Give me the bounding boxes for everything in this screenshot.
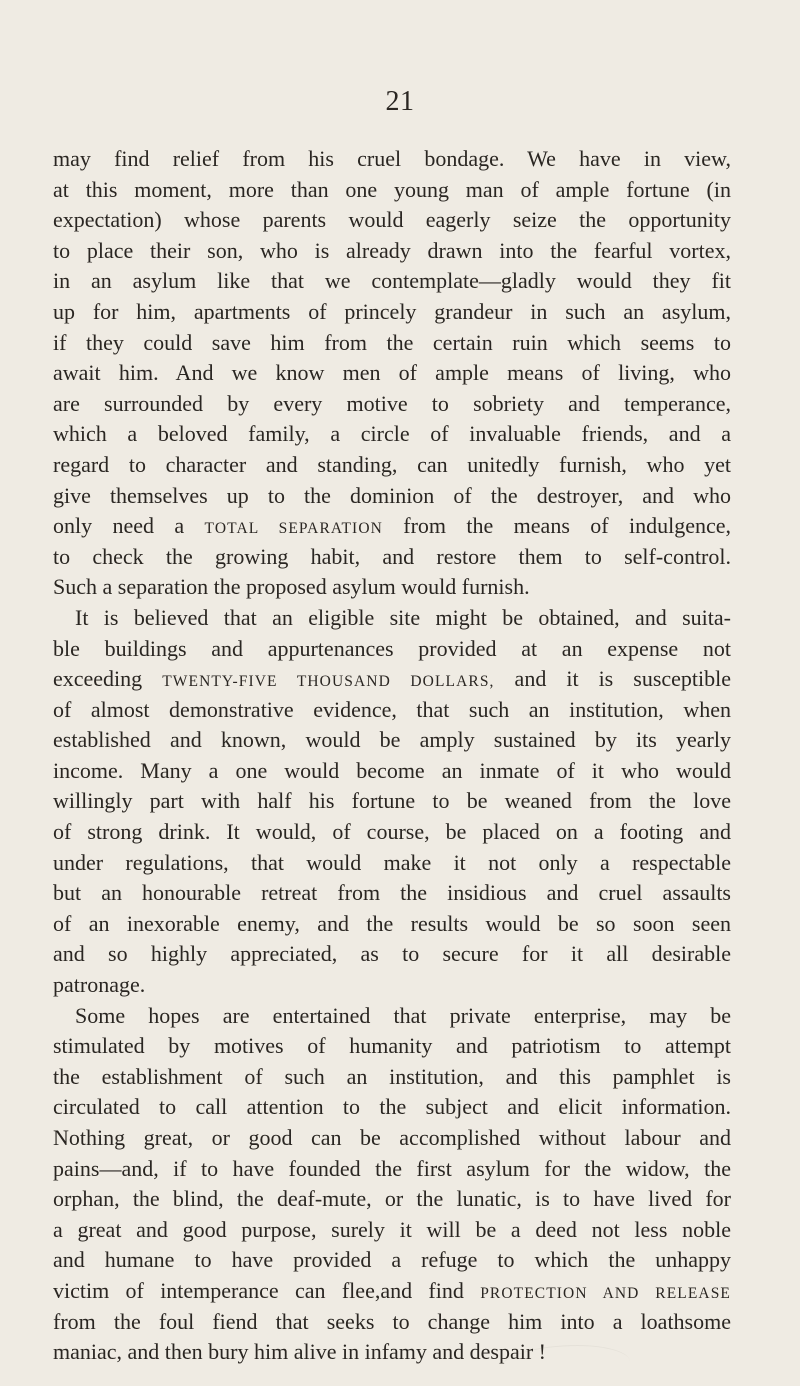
text-segment: of an inexorable enemy, and the results would be so soon seen: [53, 910, 731, 936]
text-segment: Such a separation the proposed asylum would furnish.: [53, 574, 530, 600]
text-segment: if they could save him from the certain ruin which seems to: [53, 329, 731, 355]
text-segment: and so highly appreciated, as to secure for it all desirable: [53, 941, 731, 967]
text-segment: which a beloved family, a circle of invaluable friends, and a: [53, 421, 731, 447]
text-segment: patronage.: [53, 972, 146, 998]
text-line: [53, 511, 731, 542]
text-line: [53, 1062, 731, 1093]
text-line: [53, 848, 731, 879]
text-segment: income. Many a one would become an inmate of it who would: [53, 757, 731, 783]
text-segment: willingly part with half his fortune to be weaned from the love: [53, 788, 731, 814]
text-line: [53, 756, 731, 787]
text-segment: at this moment, more than one young man of ample fortune (in: [53, 176, 731, 202]
text-line: [53, 1123, 731, 1154]
text-segment: only need a: [53, 513, 205, 539]
text-line: [53, 389, 731, 420]
text-line: [53, 1001, 731, 1032]
text-line: [53, 266, 731, 297]
text-line: [53, 603, 731, 634]
text-line: [53, 297, 731, 328]
text-segment: to check the growing habit, and restore them to self-control.: [53, 543, 731, 569]
text-line: [53, 542, 731, 573]
body-text: [53, 144, 731, 1368]
text-line: [53, 481, 731, 512]
text-segment: maniac, and then bury him alive in infamy and despair !: [53, 1339, 547, 1365]
text-segment: await him. And we know men of ample means of living, who: [53, 360, 731, 386]
text-line: [53, 144, 731, 175]
text-segment: under regulations, that would make it not only a respectable: [53, 849, 731, 875]
text-line: [53, 1184, 731, 1215]
text-line: [53, 175, 731, 206]
text-line: [53, 358, 731, 389]
text-line: [53, 695, 731, 726]
text-segment: established and known, would be amply sustained by its yearly: [53, 727, 731, 753]
text-line: [53, 1215, 731, 1246]
text-line: [53, 909, 731, 940]
text-segment: orphan, the blind, the deaf-mute, or the lunatic, is to have lived for: [53, 1186, 731, 1212]
text-segment: ble buildings and appurtenances provided at an expense not: [53, 635, 731, 661]
text-segment: Some hopes are entertained that private enterprise, may be: [75, 1002, 731, 1028]
small-caps-phrase: TWENTY-FIVE THOUSAND DOLLARS,: [162, 673, 495, 691]
text-line: [53, 939, 731, 970]
text-segment: are surrounded by every motive to sobriety and temperance,: [53, 390, 731, 416]
text-line: [53, 725, 731, 756]
small-caps-phrase: PROTECTION AND RELEASE: [480, 1284, 731, 1302]
text-segment: It is believed that an eligible site might be obtained, and suita-: [75, 604, 731, 630]
text-segment: may find relief from his cruel bondage. We have in view,: [53, 146, 731, 171]
text-line: [53, 1031, 731, 1062]
text-line: [53, 878, 731, 909]
text-line: [53, 970, 731, 1001]
text-segment: of strong drink. It would, of course, be placed on a footing and: [53, 819, 731, 845]
text-line: [53, 419, 731, 450]
text-line: [53, 450, 731, 481]
text-line: [53, 572, 731, 603]
text-line: [53, 205, 731, 236]
text-segment: victim of intemperance can flee,and find: [53, 1277, 481, 1303]
text-segment: pains—and, if to have founded the first asylum for the widow, the: [53, 1155, 731, 1181]
text-segment: but an honourable retreat from the insidious and cruel assaults: [53, 880, 731, 906]
page-number: 21: [385, 86, 415, 117]
text-segment: and humane to have provided a refuge to which the unhappy: [53, 1247, 731, 1273]
text-line: [53, 1092, 731, 1123]
text-line: [53, 664, 731, 695]
text-segment: regard to character and standing, can unitedly furnish, who yet: [53, 451, 731, 477]
text-segment: from the foul fiend that seeks to change him into a loathsome: [53, 1308, 731, 1334]
text-segment: the establishment of such an institution, and this pamphlet is: [53, 1063, 731, 1089]
small-caps-phrase: TOTAL SEPARATION: [204, 520, 383, 538]
text-segment: from the means of indulgence,: [382, 513, 731, 539]
text-line: [53, 786, 731, 817]
text-segment: a great and good purpose, surely it will be a deed not less noble: [53, 1216, 731, 1242]
text-segment: to place their son, who is already drawn into the fearful vortex,: [53, 237, 731, 263]
text-line: [53, 1154, 731, 1185]
text-segment: up for him, apartments of princely grandeur in such an asylum,: [53, 298, 731, 324]
text-segment: Nothing great, or good can be accomplished without labour and: [53, 1125, 731, 1150]
text-segment: expectation) whose parents would eagerly seize the opportunity: [53, 207, 731, 233]
text-segment: give themselves up to the dominion of the destroyer, and who: [53, 482, 731, 508]
text-line: [53, 634, 731, 665]
text-line: [53, 236, 731, 267]
text-segment: stimulated by motives of humanity and patriotism to attempt: [53, 1033, 731, 1059]
text-line: [53, 328, 731, 359]
text-line: [53, 1245, 731, 1276]
text-segment: circulated to call attention to the subject and elicit information.: [53, 1094, 731, 1120]
text-segment: exceeding: [53, 666, 163, 692]
text-line: [53, 1307, 731, 1338]
text-segment: of almost demonstrative evidence, that such an institution, when: [53, 696, 731, 722]
text-line: [53, 1276, 731, 1307]
text-segment: and it is susceptible: [494, 666, 732, 692]
text-segment: in an asylum like that we contemplate—gladly would they fit: [53, 268, 731, 294]
text-line: [53, 817, 731, 848]
